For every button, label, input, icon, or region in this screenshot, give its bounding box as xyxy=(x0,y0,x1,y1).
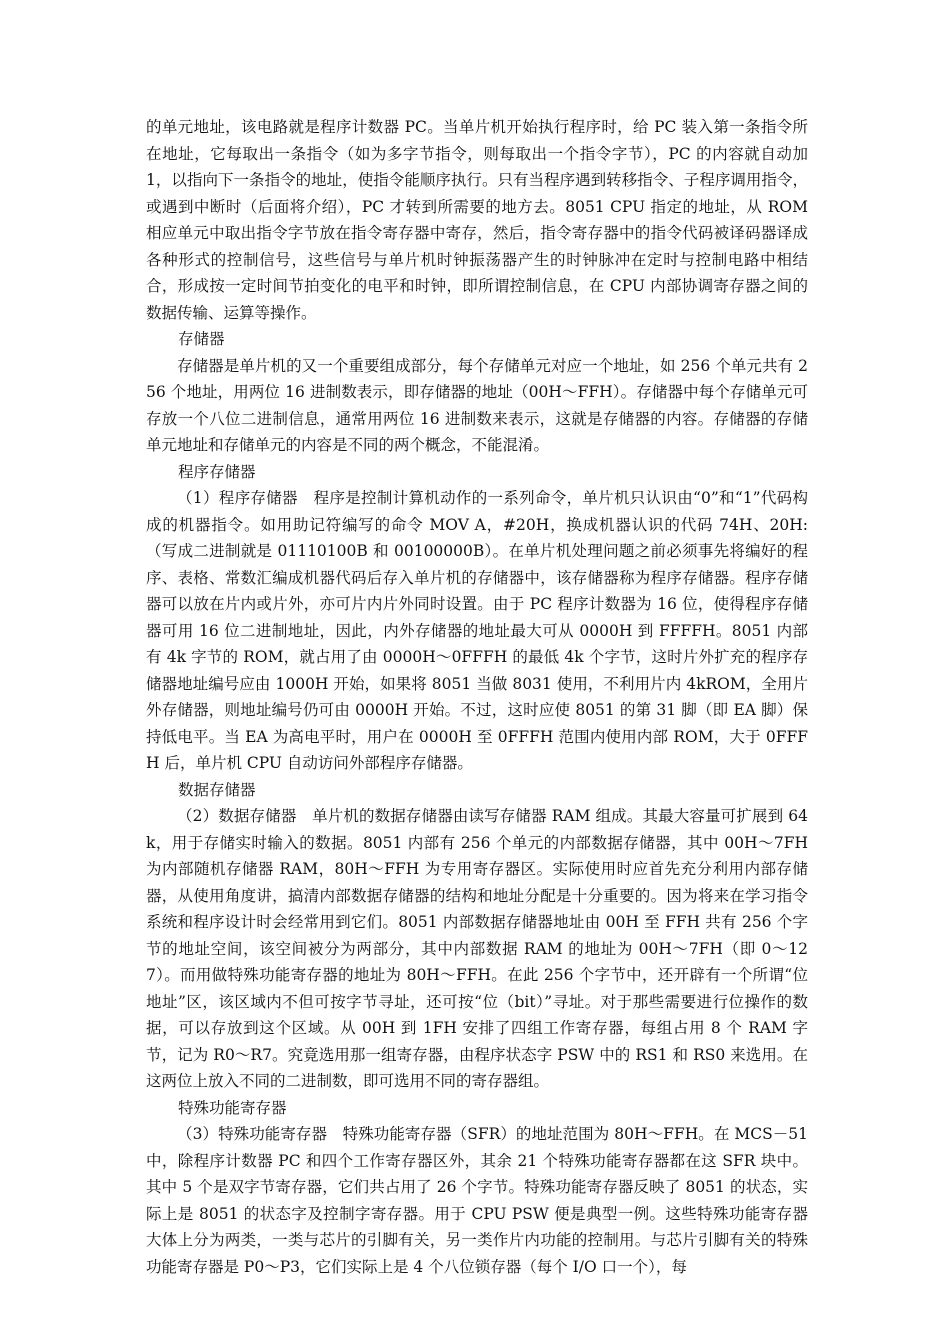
document-page xyxy=(146,114,808,1280)
paragraph-special-function-registers: （3）特殊功能寄存器 特殊功能寄存器（SFR）的地址范围为 80H～FFH。在 MCS－51 中，除程序计数器 PC 和四个工作寄存器区外，其余 21 个特殊功能寄存器都在这 SFR 块中。其中 5 个是双字节寄存器，它们共占用了 26 个字节。特殊功能寄存器反映了 8051 的状态，实际上是 8051 的状态字及控制字寄存器。用于 CPU PSW 便是典型一例。这些特殊功能寄存器大体上分为两类，一类与芯片的引脚有关，另一类作片内功能的控制用。与芯片引脚有关的特殊功能寄存器是 P0～P3，它们实际上是 4 个八位锁存器（每个 I/O 口一个），每 xyxy=(146,1125,808,1276)
heading-memory: 存储器 xyxy=(178,330,225,348)
paragraph-program-memory: （1）程序存储器 程序是控制计算机动作的一系列命令，单片机只认识由“0”和“1”代码构成的机器指令。如用助记符编写的命令 MOV A，#20H，换成机器认识的代码 74H、20H:（写成二进制就是 01110100B 和 00100000B）。在单片机处理问题之前必须事先将编好的程序、表格、常数汇编成机器代码后存入单片机的存储器中，该存储器称为程序存储器。程序存储器可以放在片内或片外，亦可片内片外同时设置。由于 PC 程序计数器为 16 位，使得程序存储器可用 16 位二进制地址，因此，内外存储器的地址最大可从 0000H 到 FFFFH。8051 内部有 4k 字节的 ROM，就占用了由 0000H～0FFFH 的最低 4k 个字节，这时片外扩充的程序存储器地址编号应由 1000H 开始，如果将 8051 当做 8031 使用，不利用片内 4kROM，全用片外存储器，则地址编号仍可由 0000H 开始。不过，这时应使 8051 的第 31 脚（即 EA 脚）保持低电平。当 EA 为高电平时，用户在 0000H 至 0FFFH 范围内使用内部 ROM，大于 0FFFH 后，单片机 CPU 自动访问外部程序存储器。 xyxy=(146,489,809,772)
heading-program-memory: 程序存储器 xyxy=(178,462,256,481)
heading-special-function-registers: 特殊功能寄存器 xyxy=(178,1098,287,1117)
paragraph-memory: 存储器是单片机的又一个重要组成部分，每个存储单元对应一个地址，如 256 个单元共有 256 个地址，用两位 16 进制数表示，即存储器的地址（00H～FFH）。存储器中每个存储单元可存放一个八位二进制信息，通常用两位 16 进制数来表示，这就是存储器的内容。存储器的存储单元地址和存储单元的内容是不同的两个概念，不能混淆。 xyxy=(146,356,808,454)
paragraph-data-memory: （2）数据存储器 单片机的数据存储器由读写存储器 RAM 组成。其最大容量可扩展到 64k，用于存储实时输入的数据。8051 内部有 256 个单元的内部数据存储器，其中 00H～7FH 为内部随机存储器 RAM，80H～FFH 为专用寄存器区。实际使用时应首先充分利用内部存储器，从使用角度讲，搞清内部数据存储器的结构和地址分配是十分重要的。因为将来在学习指令系统和程序设计时会经常用到它们。8051 内部数据存储器地址由 00H 至 FFH 共有 256 个字节的地址空间，该空间被分为两部分，其中内部数据 RAM 的地址为 00H～7FH（即 0～127）。而用做特殊功能寄存器的地址为 80H～FFH。在此 256 个字节中，还开辟有一个所谓“位地址”区，该区域内不但可按字节寻址，还可按“位（bit）”寻址。对于那些需要进行位操作的数据，可以存放到这个区域。从 00H 到 1FH 安排了四组工作寄存器，每组占用 8 个 RAM 字节，记为 R0～R7。究竟选用那一组寄存器，由程序状态字 PSW 中的 RS1 和 RS0 来选用。在这两位上放入不同的二进制数，即可选用不同的寄存器组。 xyxy=(146,807,808,1090)
heading-data-memory: 数据存储器 xyxy=(178,780,256,799)
paragraph-pc-continued: 的单元地址，该电路就是程序计数器 PC。当单片机开始执行程序时，给 PC 装入第一条指令所在地址，它每取出一条指令（如为多字节指令，则每取出一个指令字节），PC 的内容就自动加 1，以指向下一条指令的地址，使指令能顺序执行。只有当程序遇到转移指令、子程序调用指令，或遇到中断时（后面将介绍），PC 才转到所需要的地方去。8051 CPU 指定的地址，从 ROM 相应单元中取出指令字节放在指令寄存器中寄存，然后，指令寄存器中的指令代码被译码器译成各种形式的控制信号，这些信号与单片机时钟振荡器产生的时钟脉冲在定时与控制电路中相结合，形成按一定时间节拍变化的电平和时钟，即所谓控制信息，在 CPU 内部协调寄存器之间的数据传输、运算等操作。 xyxy=(146,118,808,322)
